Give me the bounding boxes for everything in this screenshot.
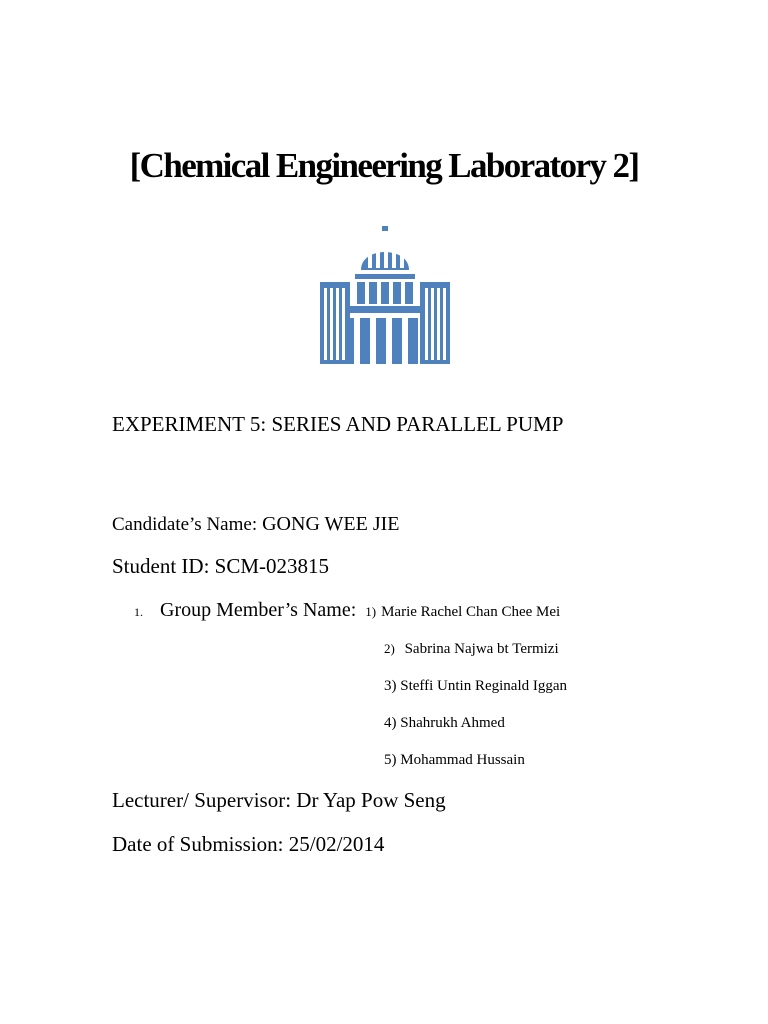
candidate-label: Candidate’s Name: bbox=[112, 514, 258, 535]
list-item bbox=[384, 640, 559, 658]
list-item bbox=[384, 714, 505, 732]
lecturer-line: Lecturer/ Supervisor: Dr Yap Pow Seng bbox=[112, 788, 446, 812]
group-label: Group Member’s Name: bbox=[160, 599, 357, 621]
member-number: 3) bbox=[384, 678, 397, 694]
candidate-line bbox=[112, 512, 400, 537]
member-number: 5) bbox=[384, 752, 397, 768]
document-title: [Chemical Engineering Laboratory 2] bbox=[129, 146, 639, 185]
university-building-icon bbox=[320, 226, 450, 364]
list-number: 1. bbox=[134, 605, 143, 619]
member-name: Shahrukh Ahmed bbox=[400, 715, 505, 731]
list-item bbox=[384, 677, 567, 695]
member-name: Steffi Untin Reginald Iggan bbox=[400, 678, 568, 694]
candidate-name: GONG WEE JIE bbox=[262, 513, 400, 535]
member-number: 4) bbox=[384, 715, 397, 731]
experiment-title: EXPERIMENT 5: SERIES AND PARALLEL PUMP bbox=[112, 412, 564, 436]
student-id: Student ID: SCM-023815 bbox=[112, 554, 330, 578]
member-number: 2) bbox=[384, 641, 395, 656]
member-name: Sabrina Najwa bt Termizi bbox=[404, 641, 559, 657]
submission-date: Date of Submission: 25/02/2014 bbox=[112, 832, 385, 856]
member-number: 1) bbox=[365, 604, 377, 619]
member-name: Marie Rachel Chan Chee Mei bbox=[381, 604, 561, 620]
member-name: Mohammad Hussain bbox=[400, 752, 525, 768]
group-members-line bbox=[134, 598, 560, 622]
list-item bbox=[384, 751, 525, 769]
